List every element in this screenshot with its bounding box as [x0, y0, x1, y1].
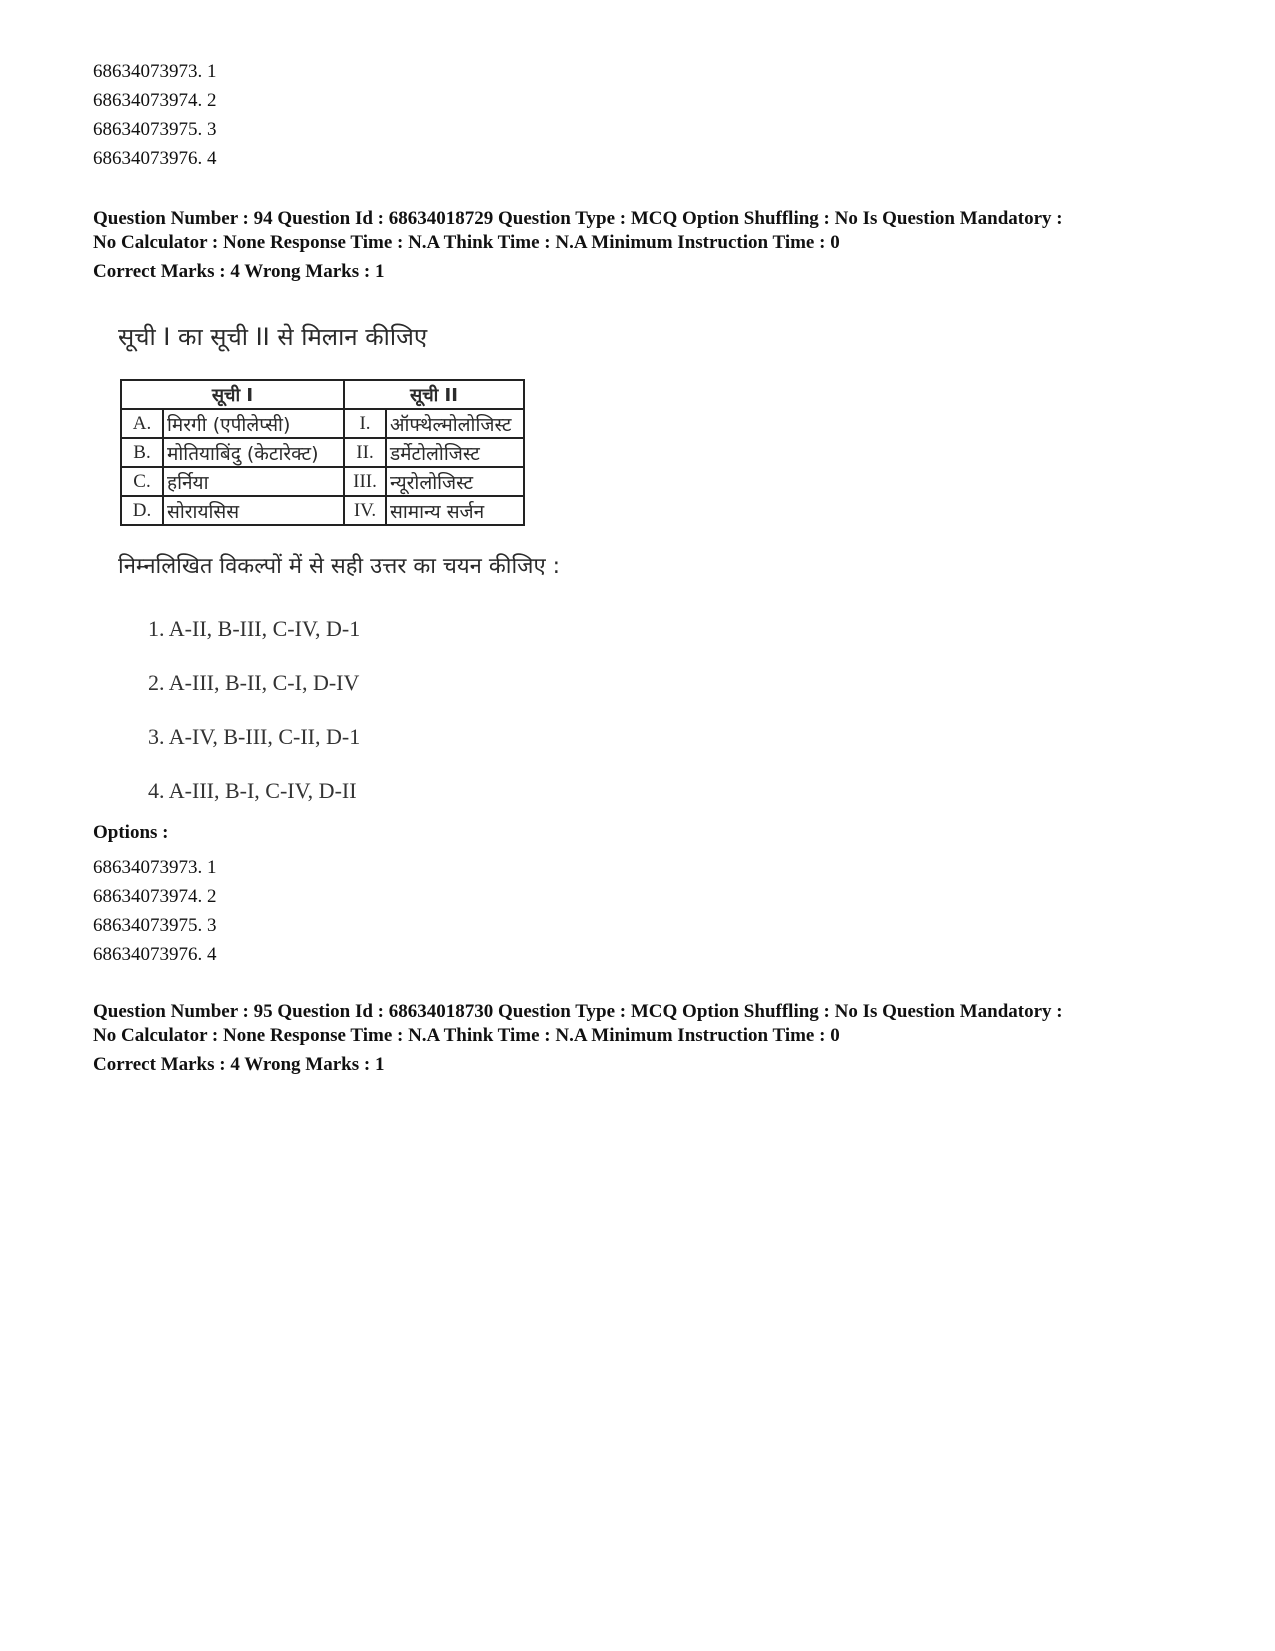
row-label: IV.: [344, 496, 386, 525]
question-95-header: [93, 1000, 1213, 1077]
question-heading: सूची I का सूची II से मिलान कीजिए: [118, 323, 428, 351]
previous-question-options: [93, 57, 217, 173]
question-instruction: निम्नलिखित विकल्पों में से सही उत्तर का चयन कीजिए :: [118, 554, 561, 579]
row-label: A.: [121, 409, 163, 438]
table-row: [121, 438, 524, 467]
answer-choice: 2. A-III, B-II, C-I, D-IV: [148, 670, 360, 695]
option-line: 68634073974. 2: [93, 886, 217, 907]
list-2-item: डर्मेटोलोजिस्ट: [386, 438, 524, 467]
question-94-options: [93, 853, 217, 969]
option-line: 68634073975. 3: [93, 915, 217, 936]
question-94-image: [118, 320, 638, 810]
row-label: D.: [121, 496, 163, 525]
answer-choice: 3. A-IV, B-III, C-II, D-1: [148, 724, 361, 749]
table-row: [121, 467, 524, 496]
question-marks: Correct Marks : 4 Wrong Marks : 1: [93, 1054, 385, 1075]
option-line: 68634073976. 4: [93, 148, 217, 169]
list-1-item: मिरगी (एपीलेप्सी): [163, 409, 344, 438]
row-label: B.: [121, 438, 163, 467]
row-label: II.: [344, 438, 386, 467]
question-meta-line-2: No Calculator : None Response Time : N.A Think Time : N.A Minimum Instruction Time : 0: [93, 1025, 840, 1046]
options-label: Options :: [93, 822, 169, 843]
question-meta-line-1: Question Number : 95 Question Id : 68634018730 Question Type : MCQ Option Shuffling : No Is Question Mandatory :: [93, 1001, 1063, 1022]
question-94-header: [93, 207, 1213, 284]
question-meta-line-2: No Calculator : None Response Time : N.A Think Time : N.A Minimum Instruction Time : 0: [93, 232, 840, 253]
list-1-item: मोतियाबिंदु (केटारेक्ट): [163, 438, 344, 467]
list-2-item: न्यूरोलोजिस्ट: [386, 467, 524, 496]
table-row: [121, 409, 524, 438]
option-line: 68634073973. 1: [93, 857, 217, 878]
question-marks: Correct Marks : 4 Wrong Marks : 1: [93, 261, 385, 282]
answer-choice: 4. A-III, B-I, C-IV, D-II: [148, 778, 357, 803]
list-2-item: सामान्य सर्जन: [386, 496, 524, 525]
list-2-item: ऑफ्थेल्मोलोजिस्ट: [386, 409, 524, 438]
match-table: [120, 379, 525, 526]
list-1-item: सोरायसिस: [163, 496, 344, 525]
row-label: III.: [344, 467, 386, 496]
option-line: 68634073974. 2: [93, 90, 217, 111]
option-line: 68634073976. 4: [93, 944, 217, 965]
list-1-header: सूची I: [121, 380, 344, 409]
list-2-header: सूची II: [344, 380, 524, 409]
option-line: 68634073975. 3: [93, 119, 217, 140]
option-line: 68634073973. 1: [93, 61, 217, 82]
answer-choice: 1. A-II, B-III, C-IV, D-1: [148, 616, 361, 641]
question-meta-line-1: Question Number : 94 Question Id : 68634018729 Question Type : MCQ Option Shuffling : No Is Question Mandatory :: [93, 208, 1063, 229]
answer-choices: [148, 616, 360, 832]
row-label: C.: [121, 467, 163, 496]
table-row: [121, 496, 524, 525]
row-label: I.: [344, 409, 386, 438]
list-1-item: हर्निया: [163, 467, 344, 496]
